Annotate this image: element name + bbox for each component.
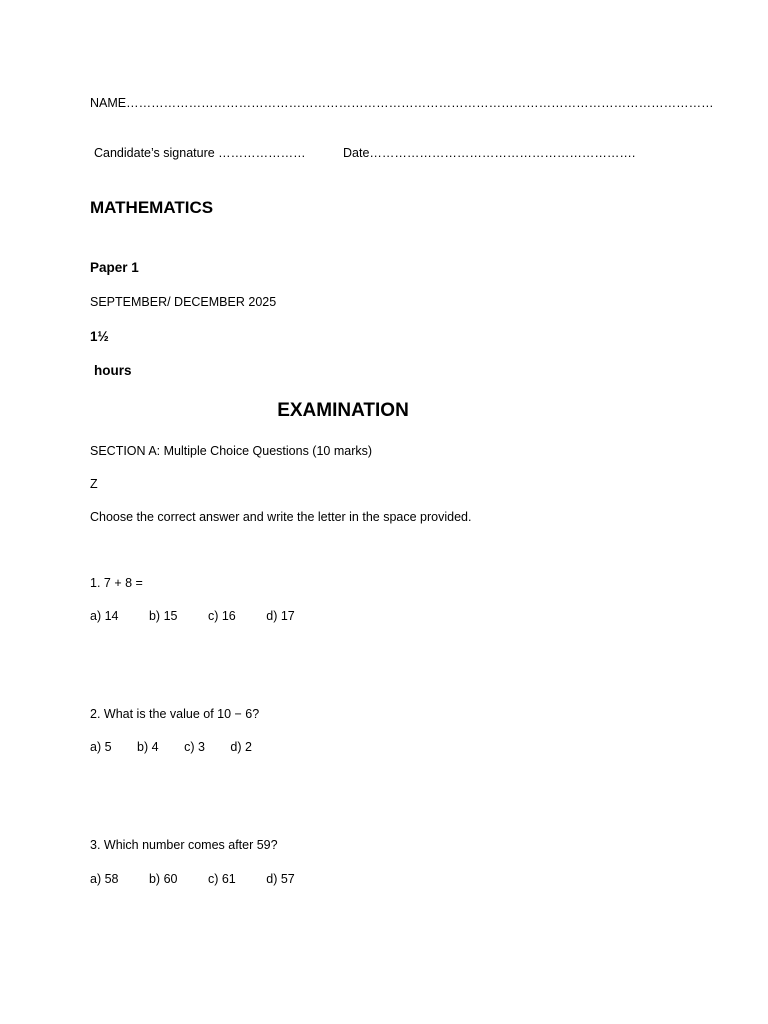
date-line: Date………………………………………………………. [343,146,636,160]
question-3-options [90,871,295,887]
instructions: Choose the correct answer and write the letter in the space provided. [90,510,472,524]
option-c: c) 16 [207,609,236,623]
question-2-options [90,739,252,755]
question-1: 1. 7 + 8 = [90,576,143,590]
question-2: 2. What is the value of 10 − 6? [90,707,260,721]
option-b: b) 60 [148,872,178,886]
exam-duration-unit: hours [94,363,132,378]
exam-duration: 1½ [90,329,109,344]
signature-date-row [94,145,636,161]
question-3: 3. Which number comes after 59? [90,838,278,852]
option-d: d) 2 [230,740,252,754]
option-a: a) 14 [90,609,119,623]
option-c: c) 61 [207,872,236,886]
option-d: d) 57 [266,872,295,886]
option-c: c) 3 [184,740,205,754]
stray-mark: Z [90,477,98,491]
option-b: b) 4 [137,740,159,754]
candidate-name-line: NAME…………………………………………………………………………………………………………………………… [90,96,714,110]
option-a: a) 5 [90,740,112,754]
option-a: a) 58 [90,872,119,886]
candidate-signature-line: Candidate’s signature ………………… [94,146,306,160]
question-1-options [90,608,295,624]
subject-title: MATHEMATICS [90,198,214,217]
exam-title: EXAMINATION [277,400,409,421]
option-d: d) 17 [266,609,295,623]
exam-session: SEPTEMBER/ DECEMBER 2025 [90,295,277,309]
paper-number: Paper 1 [90,260,139,275]
section-title: SECTION A: Multiple Choice Questions (10 marks) [90,444,373,458]
option-b: b) 15 [148,609,178,623]
